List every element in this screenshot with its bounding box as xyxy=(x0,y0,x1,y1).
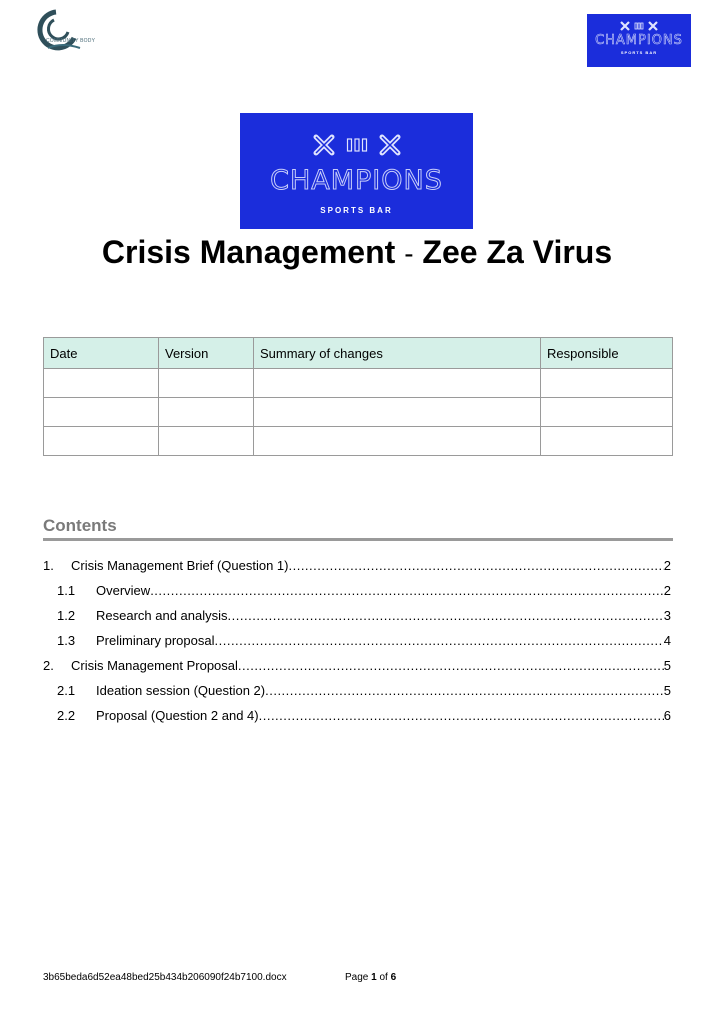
footer-filename: 3b65beda6d52ea48bed25b434b206090f24b7100.docx xyxy=(43,972,287,983)
document-title xyxy=(0,234,714,271)
brand-logo-word: CHAMPIONS xyxy=(595,33,683,48)
toc-entry-page: 2 xyxy=(663,583,671,598)
table-cell[interactable] xyxy=(44,398,159,427)
toc-entry-number: 1.1 xyxy=(57,583,76,598)
column-header-responsible: Responsible xyxy=(541,338,673,369)
table-row xyxy=(44,427,673,456)
toc-entry-label: Proposal (Question 2 and 4) xyxy=(96,708,259,723)
toc-entry-label: Crisis Management Brief (Question 1) xyxy=(71,558,289,573)
brand-logo-small xyxy=(587,14,691,67)
toc-entry-number: 2.2 xyxy=(57,708,76,723)
table-cell[interactable] xyxy=(541,369,673,398)
brand-logo-crosses xyxy=(587,21,691,31)
title-part-2: Zee Za Virus xyxy=(422,234,613,270)
table-cell[interactable] xyxy=(254,398,541,427)
column-header-version: Version xyxy=(159,338,254,369)
toc-entry[interactable] xyxy=(43,683,671,698)
toc-entry[interactable] xyxy=(43,658,671,673)
table-row xyxy=(44,398,673,427)
organization-logo xyxy=(34,8,96,54)
toc-entry-number: 1. xyxy=(43,558,54,573)
footer-page-current: 1 xyxy=(371,972,377,983)
toc-entry-number: 1.2 xyxy=(57,608,76,623)
brand-logo-word: CHAMPIONS xyxy=(270,165,443,196)
toc-entry-label: Preliminary proposal xyxy=(96,633,215,648)
organization-logo-mark xyxy=(34,8,90,54)
toc-entry[interactable] xyxy=(43,583,671,598)
footer-page-of: of xyxy=(379,972,388,983)
toc-entry-number: 2.1 xyxy=(57,683,76,698)
toc-entry-page: 5 xyxy=(663,683,671,698)
toc-entry-page: 6 xyxy=(663,708,671,723)
organization-logo-text: COMMUNITY BODY xyxy=(46,38,96,44)
bars-icon xyxy=(346,137,368,153)
brand-logo-subtitle: SPORTS BAR xyxy=(320,206,393,215)
table-header-row xyxy=(44,338,673,369)
table-cell[interactable] xyxy=(541,398,673,427)
table-cell[interactable] xyxy=(159,369,254,398)
table-cell[interactable] xyxy=(254,369,541,398)
title-part-1: Crisis Management xyxy=(101,234,396,270)
table-cell[interactable] xyxy=(159,398,254,427)
toc-entry-number: 2. xyxy=(43,658,54,673)
column-header-summary: Summary of changes xyxy=(254,338,541,369)
toc-entry-page: 2 xyxy=(663,558,671,573)
footer-page-number xyxy=(345,972,396,983)
toc-entry-page: 3 xyxy=(663,608,671,623)
toc-leader-dots xyxy=(288,558,663,573)
table-cell[interactable] xyxy=(254,427,541,456)
toc-leader-dots xyxy=(215,633,664,648)
contents-divider xyxy=(43,538,673,541)
cross-icon xyxy=(620,21,630,31)
bars-icon xyxy=(634,22,644,30)
cross-icon xyxy=(312,133,336,157)
toc-entry-label: Crisis Management Proposal xyxy=(71,658,238,673)
toc-entry-number: 1.3 xyxy=(57,633,76,648)
toc-entry-label: Research and analysis xyxy=(96,608,228,623)
brand-logo-large xyxy=(240,113,473,229)
cross-icon xyxy=(378,133,402,157)
toc-leader-dots xyxy=(265,683,664,698)
toc-entry-label: Ideation session (Question 2) xyxy=(96,683,266,698)
table-cell[interactable] xyxy=(159,427,254,456)
cross-icon xyxy=(648,21,658,31)
title-dash: - xyxy=(404,238,414,269)
toc-leader-dots xyxy=(150,583,664,598)
table-row xyxy=(44,369,673,398)
toc-entry-label: Overview xyxy=(96,583,151,598)
toc-leader-dots xyxy=(228,608,664,623)
toc-entry[interactable] xyxy=(43,708,671,723)
version-history-table xyxy=(43,337,673,456)
toc-entry-page: 5 xyxy=(663,658,671,673)
toc-leader-dots xyxy=(259,708,664,723)
table-cell[interactable] xyxy=(541,427,673,456)
footer-page-total: 6 xyxy=(390,972,397,983)
toc-entry[interactable] xyxy=(43,558,671,573)
toc-entry-page: 4 xyxy=(663,633,671,648)
contents-heading: Contents xyxy=(43,516,117,535)
brand-logo-crosses xyxy=(240,133,473,157)
table-cell[interactable] xyxy=(44,369,159,398)
footer-page-prefix: Page xyxy=(345,972,369,983)
toc-entry[interactable] xyxy=(43,633,671,648)
column-header-date: Date xyxy=(44,338,159,369)
toc-leader-dots xyxy=(238,658,664,673)
toc-entry[interactable] xyxy=(43,608,671,623)
brand-logo-subtitle: SPORTS BAR xyxy=(620,50,658,55)
table-cell[interactable] xyxy=(44,427,159,456)
